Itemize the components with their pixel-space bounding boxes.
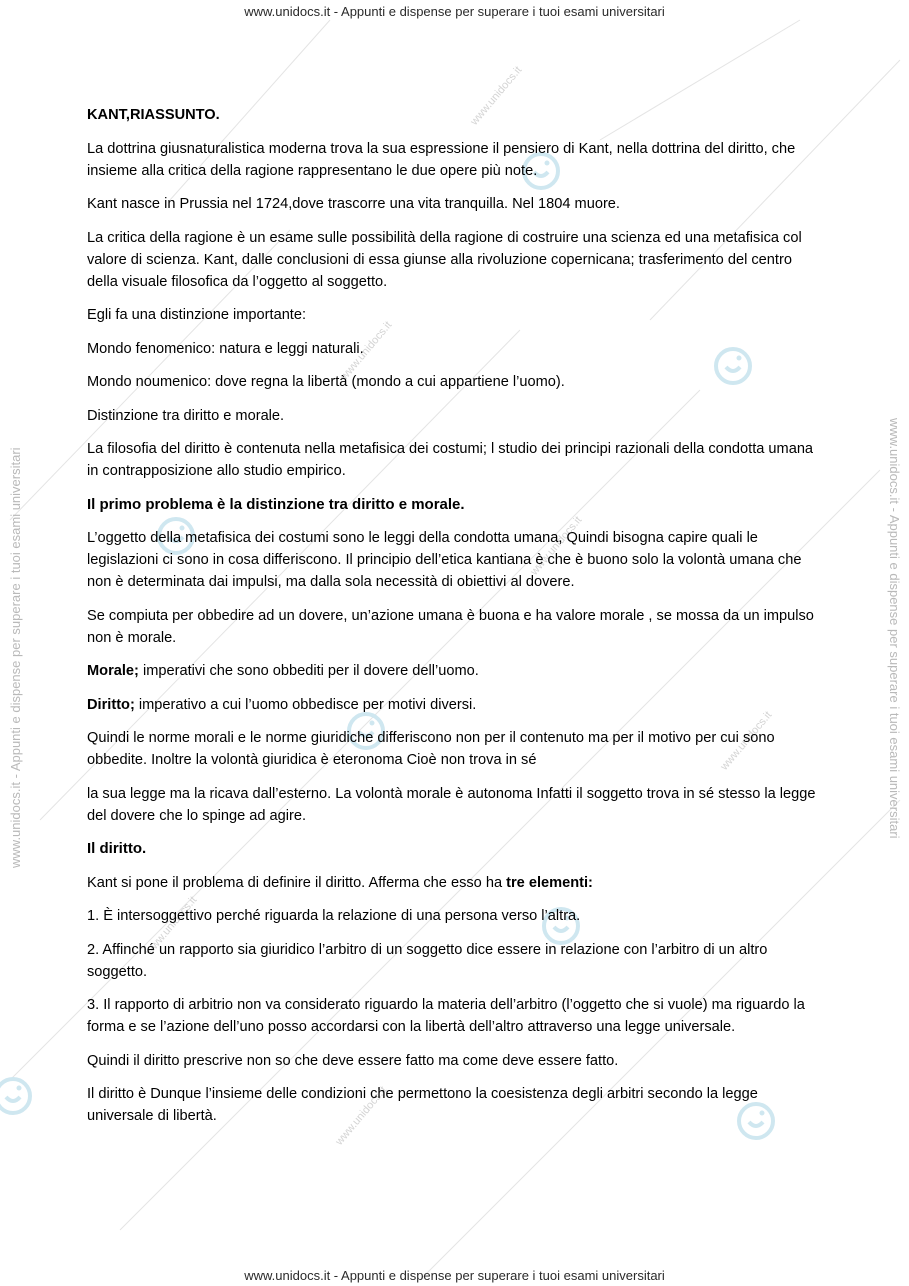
definition-text: imperativi che sono obbediti per il dovere dell’uomo. (138, 663, 479, 679)
watermark-text: www.unidocs.it (528, 514, 585, 578)
paragraph: La dottrina giusnaturalistica moderna trova la sua espressione il pensiero di Kant, nella dottrina del diritto, che insieme alla critica della ragione rappresentano le due opere più note. (87, 140, 796, 179)
paragraph: Distinzione tra diritto e morale. (87, 407, 285, 424)
paragraph: Mondo fenomenico: natura e leggi naturali. (87, 340, 364, 357)
bold-phrase: tre elementi: (506, 874, 593, 891)
header-banner: www.unidocs.it - Appunti e dispense per superare i tuoi esami universitari (244, 4, 665, 19)
term-diritto: Diritto; (87, 696, 135, 713)
footer-banner: www.unidocs.it - Appunti e dispense per superare i tuoi esami universitari (244, 1268, 665, 1283)
list-item: 1. È intersoggettivo perché riguarda la relazione di una persona verso l’altra. (87, 908, 581, 924)
paragraph: Egli fa una distinzione importante: (87, 307, 307, 323)
paragraph: La critica della ragione è un esame sulle possibilità della ragione di costruire una scienza ed una metafisica col valore di scienza. Kant, dalle conclusioni di essa giunse alla rivoluzione copernicana; trasferimento del centro della visuale filosofica da l’oggetto al soggetto. (87, 229, 802, 290)
paragraph: Il diritto è Dunque l’insieme delle condizioni che permettono la coesistenza degli arbitri secondo la legge universale di libertà. (87, 1086, 758, 1124)
paragraph (87, 660, 825, 682)
watermark-text: www.unidocs.it (468, 64, 525, 128)
watermark-text: www.unidocs.it (338, 319, 395, 383)
side-banner-right: www.unidocs.it - Appunti e dispense per superare i tuoi esami universitari (887, 418, 902, 839)
paragraph: Se compiuta per obbedire ad un dovere, un’azione umana è buona e ha valore morale , se mossa da un impulso non è morale. (87, 607, 814, 646)
paragraph: L’oggetto della metafisica dei costumi sono le leggi della condotta umana, Quindi bisogna capire quali le legislazioni ci sono in cosa differiscono. Il principio dell’etica kantiana è che è buono solo la volontà umana che non è determinata dai impulsi, ma dalla sola necessità di obiettivi al dovere. (87, 530, 802, 590)
paragraph: Kant nasce in Prussia nel 1724,dove trascorre una vita tranquilla. Nel 1804 muore. (87, 196, 620, 212)
document-body (87, 104, 825, 1139)
list-item: 2. Affinché un rapporto sia giuridico l’arbitro di un soggetto dice essere in relazione con l’arbitro di un altro soggetto. (87, 941, 768, 980)
paragraph: Mondo noumenico: dove regna la libertà (mondo a cui appartiene l’uomo). (87, 374, 565, 390)
watermark-logo-icon (0, 1075, 34, 1117)
paragraph: Quindi le norme morali e le norme giuridiche differiscono non per il contenuto ma per il motivo per cui sono obbedite. Inoltre la volontà giuridica è eteronoma Cioè non trova in sé (87, 730, 775, 768)
watermark-text: www.unidocs.it (333, 1084, 390, 1148)
paragraph: Quindi il diritto prescrive non so che deve essere fatto ma come deve essere fatto. (87, 1052, 619, 1069)
paragraph: la sua legge ma la ricava dall’esterno. La volontà morale è autonoma Infatti il soggetto trova in sé stesso la legge del dovere che lo spinge ad agire. (87, 785, 816, 824)
section-heading: Il diritto. (87, 840, 147, 857)
side-banner-left: www.unidocs.it - Appunti e dispense per superare i tuoi esami universitari (8, 447, 23, 868)
term-morale: Morale; (87, 663, 139, 679)
watermark-text: www.unidocs.it (143, 894, 200, 958)
watermark-text: www.unidocs.it (718, 709, 775, 773)
paragraph-text: Kant si pone il problema di definire il diritto. Afferma che esso ha (87, 874, 507, 891)
paragraph (87, 872, 825, 894)
paragraph: La filosofia del diritto è contenuta nella metafisica dei costumi; l studio dei principi razionali della condotta umana in contrapposizione allo studio empirico. (87, 441, 814, 479)
paragraph (87, 694, 825, 716)
definition-text: imperativo a cui l’uomo obbedisce per motivi diversi. (134, 696, 477, 713)
list-item: 3. Il rapporto di arbitrio non va considerato riguardo la materia dell’arbitro (l’oggetto che si vuole) ma riguardo la forma e se l’azione dell’uno posso accordarsi con la libertà dell’altro attraverso una legge universale. (87, 997, 805, 1035)
document-title: KANT,RIASSUNTO. (87, 107, 220, 123)
section-heading: Il primo problema è la distinzione tra diritto e morale. (87, 495, 465, 513)
